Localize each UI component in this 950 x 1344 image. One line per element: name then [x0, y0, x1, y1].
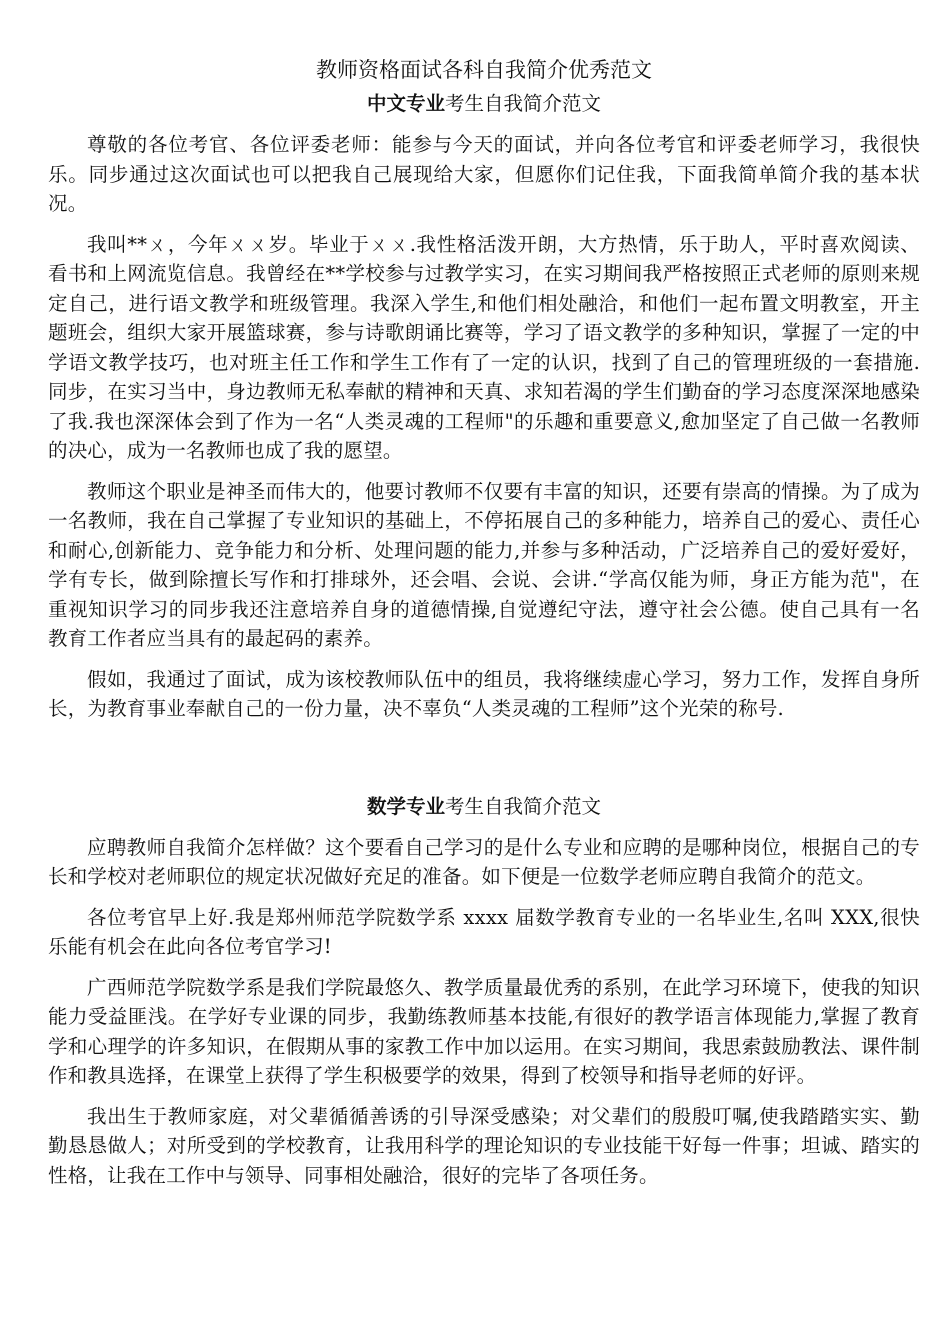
section-heading-chinese — [48, 90, 920, 118]
section-heading-rest: 考生自我简介范文 — [445, 92, 602, 115]
paragraph: 我出生于教师家庭，对父辈循循善诱的引导深受感染；对父辈们的殷殷叮嘱,使我踏踏实实、勤勤恳恳做人；对所受到的学校教育，让我用科学的理论知识的专业技能干好每一件事；坦诚、踏实的性格，让我在工作中与领导、同事相处融洽，很好的完毕了各项任务。 — [48, 1104, 920, 1187]
section-spacer — [48, 735, 920, 793]
paragraph: 各位考官早上好.我是郑州师范学院数学系 xxxx 届数学教育专业的一名毕业生,名叫 XXX,很快乐能有机会在此向各位考官学习! — [48, 905, 920, 958]
paragraph: 教师这个职业是神圣而伟大的，他要讨教师不仅要有丰富的知识，还要有崇高的情操。为了成为一名教师，我在自己掌握了专业知识的基础上，不停拓展自己的多种能力，培养自己的爱心、责任心和耐心,创新能力、竞争能力和分析、处理问题的能力,并参与多种活动，广泛培养自己的爱好爱好，学有专长，做到除擅长写作和打排球外，还会唱、会说、会讲.“学高仅能为师，身正方能为范"，在重视知识学习的同步我还注意培养自身的道德情操,自觉遵纪守法，遵守社会公德。使自己具有一名教育工作者应当具有的最起码的素养。 — [48, 479, 920, 650]
section-heading-bold: 中文专业 — [366, 92, 445, 115]
paragraph: 应聘教师自我简介怎样做？这个要看自己学习的是什么专业和应聘的是哪种岗位，根据自己的专长和学校对老师职位的规定状况做好充足的准备。如下便是一位数学老师应聘自我简介的范文。 — [48, 835, 920, 888]
section-heading-bold: 数学专业 — [366, 794, 445, 818]
document-title: 教师资格面试各科自我简介优秀范文 — [316, 58, 652, 82]
paragraph: 尊敬的各位考官、各位评委老师：能参与今天的面试，并向各位考官和评委老师学习，我很快乐。同步通过这次面试也可以把我自己展现给大家，但愿你们记住我，下面我简单简介我的基本状况。 — [48, 133, 920, 215]
paragraph: 我叫**ㄨ，今年ㄨㄨ岁。毕业于ㄨㄨ.我性格活泼开朗，大方热情，乐于助人，平时喜欢阅读、看书和上网流览信息。我曾经在**学校参与过教学实习，在实习期间我严格按照正式老师的原则来规定自己，进行语文教学和班级管理。我深入学生,和他们相处融洽，和他们一起布置文明教室，开主题班会，组织大家开展篮球赛，参与诗歌朗诵比赛等，学习了语文教学的多种知识，掌握了一定的中学语文教学技巧，也对班主任工作和学生工作有了一定的认识，找到了自己的管理班级的一套措施.同步，在实习当中，身边教师无私奉献的精神和天真、求知若渴的学生们勤奋的学习态度深深地感染了我.我也深深体会到了作为一名“人类灵魂的工程师"的乐趣和重要意义,愈加坚定了自己做一名教师的决心，成为一名教师也成了我的愿望。 — [48, 232, 920, 462]
document-page — [48, 56, 920, 1201]
section-heading-math — [48, 793, 920, 821]
paragraph: 广西师范学院数学系是我们学院最悠久、教学质量最优秀的系别，在此学习环境下，使我的知识能力受益匪浅。在学好专业课的同步，我勤练教师基本技能,有很好的教学语言体现能力,掌握了教育学和心理学的许多知识，在假期从事的家教工作中加以运用。在实习期间，我思索鼓励教法、课件制作和教具选择，在课堂上获得了学生积极要学的效果，得到了校领导和指导老师的好评。 — [48, 975, 920, 1087]
section-heading-rest: 考生自我简介范文 — [445, 794, 602, 818]
paragraph: 假如，我通过了面试，成为该校教师队伍中的组员，我将继续虚心学习，努力工作，发挥自身所长，为教育事业奉献自己的一份力量，决不辜负“人类灵魂的工程师”这个光荣的称号. — [48, 667, 920, 720]
